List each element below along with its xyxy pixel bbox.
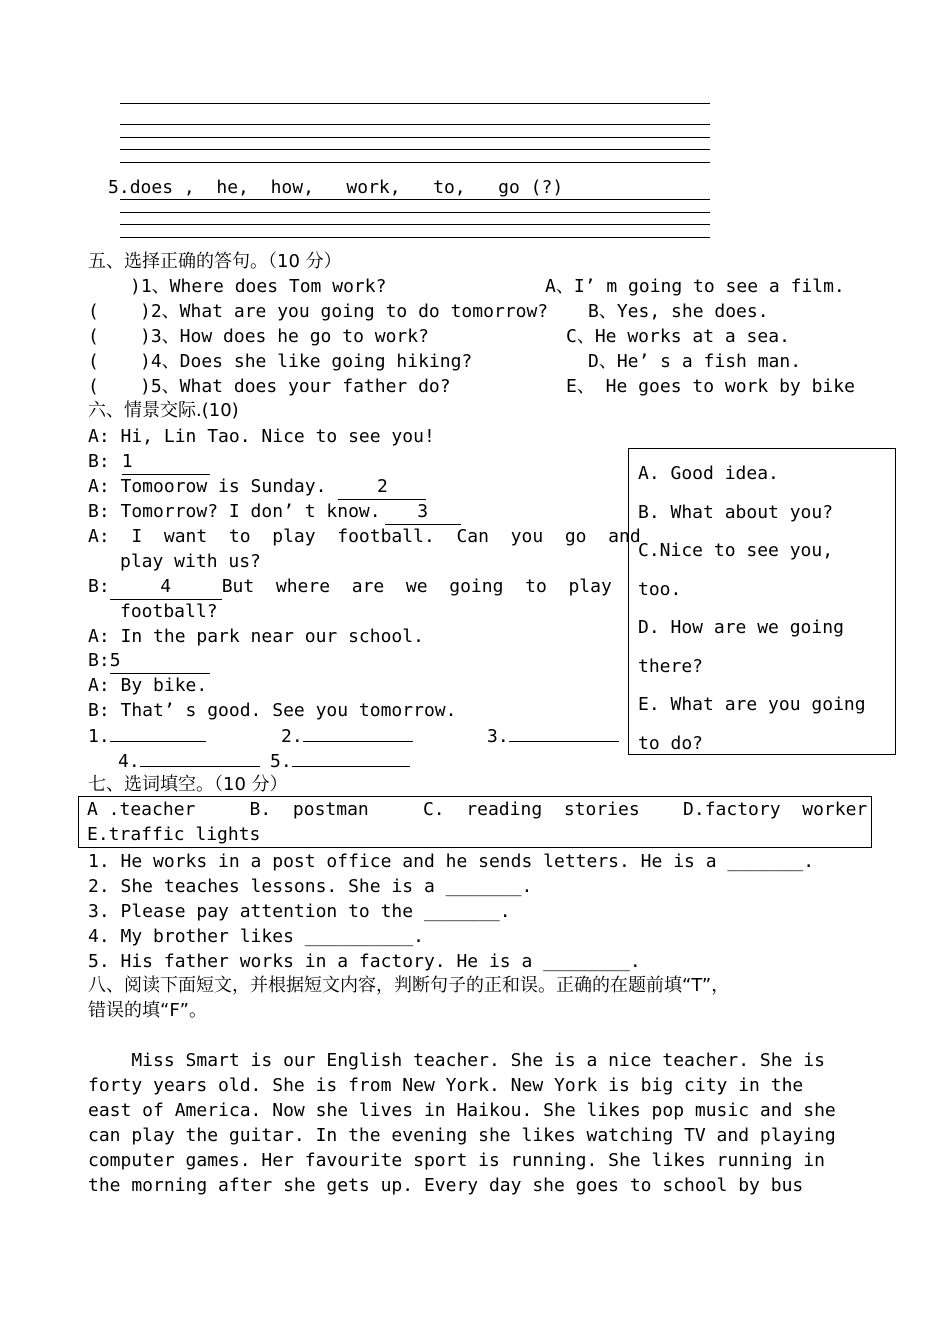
sec5-question-3: )3、How does he go to work? (140, 326, 429, 347)
q4-item-number: 5. (108, 177, 130, 198)
word-bank-box (78, 796, 872, 848)
answer-blank-2[interactable] (303, 723, 413, 742)
blank-3[interactable]: 3 (385, 499, 461, 525)
option-d-cont: there? (638, 655, 704, 677)
answer-row-3: 3. (487, 723, 619, 749)
dialogue-line: play with us? (120, 551, 261, 572)
dialogue-line: A: Tomoorow is Sunday. 2 (88, 474, 426, 500)
dialogue-line: A: I want to play football. Can you go and (88, 526, 641, 547)
sec5-question-4: )4、Does she like going hiking? (140, 351, 473, 372)
passage-line: computer games. Her favourite sport is running. She likes running in (88, 1150, 825, 1171)
answer-row-5: 5. (270, 748, 410, 774)
section-7-title: 七、选词填空。（10 分） (88, 774, 288, 795)
option-d: D. How are we going (638, 617, 844, 638)
section-5-title: 五、选择正确的答句。（10 分） (88, 251, 342, 272)
sec5-answer-c: C、He works at a sea. (566, 326, 790, 347)
sec5-question-2: )2、What are you going to do tomorrow? (140, 301, 549, 322)
option-c: C.Nice to see you, (638, 540, 834, 561)
blank-2[interactable]: 2 (338, 474, 426, 500)
sec5-answer-e: E、 He goes to work by bike (566, 376, 855, 397)
passage-line: forty years old. She is from New York. New York is big city in the (88, 1075, 804, 1096)
fill-item-1: 1. He works in a post office and he sends letters. He is a _______. (88, 851, 815, 872)
blank-4[interactable]: 4 (110, 574, 222, 600)
option-b: B. What about you? (638, 501, 834, 523)
sec5-answer-b: B、Yes, she does. (588, 301, 769, 322)
dialogue-line: B:5 (88, 648, 210, 674)
fill-item-3: 3. Please pay attention to the _______. (88, 901, 511, 922)
fill-item-5: 5. His father works in a factory. He is a ________. (88, 951, 641, 972)
dialogue-line: football? (120, 601, 218, 622)
blank-1[interactable]: 1 (122, 449, 210, 475)
dialogue-line: B: 1 (88, 449, 210, 475)
fill-item-4: 4. My brother likes __________. (88, 926, 424, 947)
options-box (628, 448, 896, 755)
sec5-paren[interactable]: ( (88, 376, 99, 397)
dialogue-line: B: That’ s good. See you tomorrow. (88, 700, 457, 721)
section-8-title-cont: 错误的填“F”。 (88, 1000, 208, 1021)
sec5-answer-a: A、I’ m going to see a film. (545, 276, 845, 297)
answer-line[interactable] (120, 212, 710, 213)
sec5-question-1: )1、Where does Tom work? (130, 276, 387, 297)
passage-line: the morning after she gets up. Every day she goes to school by bus (88, 1175, 804, 1196)
dialogue-line: A: In the park near our school. (88, 626, 424, 647)
blank-5[interactable]: 5 (110, 648, 210, 674)
passage-line: Miss Smart is our English teacher. She is a nice teacher. She is (88, 1050, 825, 1071)
q4-item-words: does , he, how, work, to, go (?) (129, 177, 564, 198)
option-e: E. What are you going (638, 694, 866, 715)
option-c-cont: too. (638, 578, 682, 600)
sec5-paren[interactable]: ( (88, 301, 99, 322)
sec5-paren[interactable]: ( (88, 326, 99, 347)
answer-line[interactable] (120, 137, 710, 138)
answer-blank-4[interactable] (140, 748, 260, 767)
answer-row-1: 1. (88, 723, 206, 749)
word-bank-line-1: A .teacher B. postman C. reading stories D.factory worker (87, 799, 868, 820)
fill-item-2: 2. She teaches lessons. She is a _______. (88, 876, 533, 897)
section-8-title: 八、阅读下面短文，并根据短文内容，判断句子的正和误。正确的在题前填“T”， (88, 975, 730, 996)
answer-blank-5[interactable] (292, 748, 410, 767)
option-e-cont: to do? (638, 732, 704, 754)
answer-line[interactable] (120, 124, 710, 125)
sec5-answer-d: D、He’ s a fish man. (588, 351, 802, 372)
sec5-question-5: )5、What does your father do? (140, 376, 451, 397)
answer-line[interactable] (120, 199, 710, 200)
answer-line[interactable] (120, 237, 710, 238)
dialogue-line: B: Tomorrow? I don’ t know. 3 (88, 499, 461, 525)
answer-blank-1[interactable] (110, 723, 206, 742)
answer-blank-3[interactable] (509, 723, 619, 742)
dialogue-line: A: By bike. (88, 675, 208, 696)
answer-row-2: 2. (281, 723, 413, 749)
option-a: A. Good idea. (638, 463, 779, 484)
word-bank-line-2: E.traffic lights (87, 824, 261, 845)
dialogue-line: B: 4 But where are we going to play (88, 574, 612, 600)
answer-line[interactable] (120, 103, 710, 104)
answer-row-4: 4. (118, 748, 260, 774)
answer-line[interactable] (120, 149, 710, 150)
answer-line[interactable] (120, 162, 710, 163)
passage-line: east of America. Now she lives in Haikou. She likes pop music and she (88, 1100, 836, 1121)
q4-item-5 (108, 175, 563, 200)
sec5-paren[interactable]: ( (88, 351, 99, 372)
answer-line[interactable] (120, 224, 710, 225)
dialogue-line: A: Hi, Lin Tao. Nice to see you! (88, 426, 435, 447)
passage-line: can play the guitar. In the evening she likes watching TV and playing (88, 1125, 836, 1146)
section-6-title: 六、情景交际.(10) (88, 400, 239, 421)
